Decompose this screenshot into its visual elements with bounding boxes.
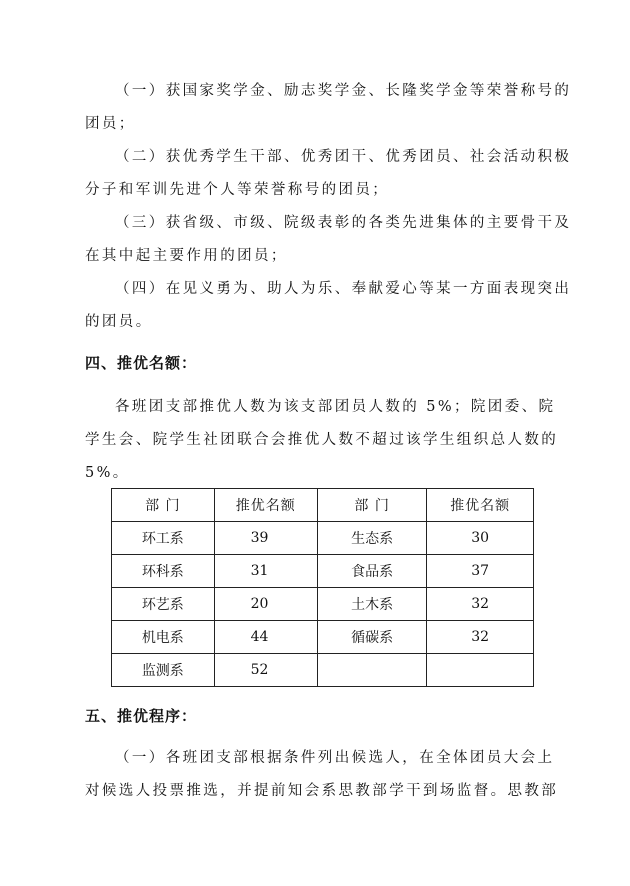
procedure-paragraph: [85, 742, 565, 808]
criteria-item-2: [85, 141, 572, 207]
table-header-row: [112, 489, 534, 522]
quota-paragraph-line-3: 5%。: [85, 465, 130, 481]
section-4-heading: 四、推优名额：: [85, 354, 198, 372]
section-5-heading: 五、推优程序：: [85, 707, 198, 725]
dept-cell: 生态系: [317, 522, 427, 555]
criteria-item-4: [85, 273, 572, 339]
criteria-item-1-line-2: 团员；: [85, 116, 136, 132]
dept-cell: 环艺系: [112, 588, 215, 621]
dept-cell: 食品系: [317, 555, 427, 588]
quota-cell: 44: [214, 621, 317, 654]
criteria-item-3-line-1: （三）获省级、市级、院级表彰的各类先进集体的主要骨干及: [115, 215, 572, 231]
dept-cell: 监测系: [112, 654, 215, 687]
criteria-item-2-line-1: （二）获优秀学生干部、优秀团干、优秀团员、社会活动积极: [115, 149, 572, 165]
table-row: [112, 555, 534, 588]
procedure-paragraph-line-1: （一）各班团支部根据条件列出候选人，在全体团员大会上: [115, 750, 555, 766]
procedure-paragraph-line-2: 对候选人投票推选，并提前知会系思教部学干到场监督。思教部: [85, 783, 559, 799]
table-row: [112, 588, 534, 621]
dept-cell: [317, 654, 427, 687]
table-row: [112, 621, 534, 654]
quota-cell: 32: [427, 621, 534, 654]
quota-paragraph-line-1: 各班团支部推优人数为该支部团员人数的 5%；院团委、院: [115, 399, 556, 415]
quota-cell: 32: [427, 588, 534, 621]
criteria-item-2-line-2: 分子和军训先进个人等荣誉称号的团员；: [85, 182, 390, 198]
quota-paragraph-line-2: 学生会、院学生社团联合会推优人数不超过该学生组织总人数的: [85, 432, 559, 448]
header-quota-2: 推优名额: [427, 489, 534, 522]
criteria-item-4-line-2: 的团员。: [85, 314, 153, 330]
criteria-item-3: [85, 207, 572, 273]
dept-cell: 土木系: [317, 588, 427, 621]
table-row: [112, 654, 534, 687]
quota-cell: 31: [214, 555, 317, 588]
table-row: [112, 522, 534, 555]
quota-table: [111, 488, 534, 687]
quota-cell: 39: [214, 522, 317, 555]
criteria-item-3-line-2: 在其中起主要作用的团员；: [85, 248, 288, 264]
dept-cell: 环工系: [112, 522, 215, 555]
quota-paragraph: [85, 391, 565, 490]
criteria-item-1-line-1: （一）获国家奖学金、励志奖学金、长隆奖学金等荣誉称号的: [115, 83, 572, 99]
quota-cell: 20: [214, 588, 317, 621]
dept-cell: 机电系: [112, 621, 215, 654]
header-dept-2: 部 门: [317, 489, 427, 522]
dept-cell: 环科系: [112, 555, 215, 588]
quota-cell: 37: [427, 555, 534, 588]
header-dept-1: 部 门: [112, 489, 215, 522]
header-quota-1: 推优名额: [214, 489, 317, 522]
quota-cell: [427, 654, 534, 687]
quota-cell: 30: [427, 522, 534, 555]
dept-cell: 循碳系: [317, 621, 427, 654]
quota-cell: 52: [214, 654, 317, 687]
criteria-item-4-line-1: （四）在见义勇为、助人为乐、奉献爱心等某一方面表现突出: [115, 281, 572, 297]
criteria-item-1: [85, 75, 572, 141]
